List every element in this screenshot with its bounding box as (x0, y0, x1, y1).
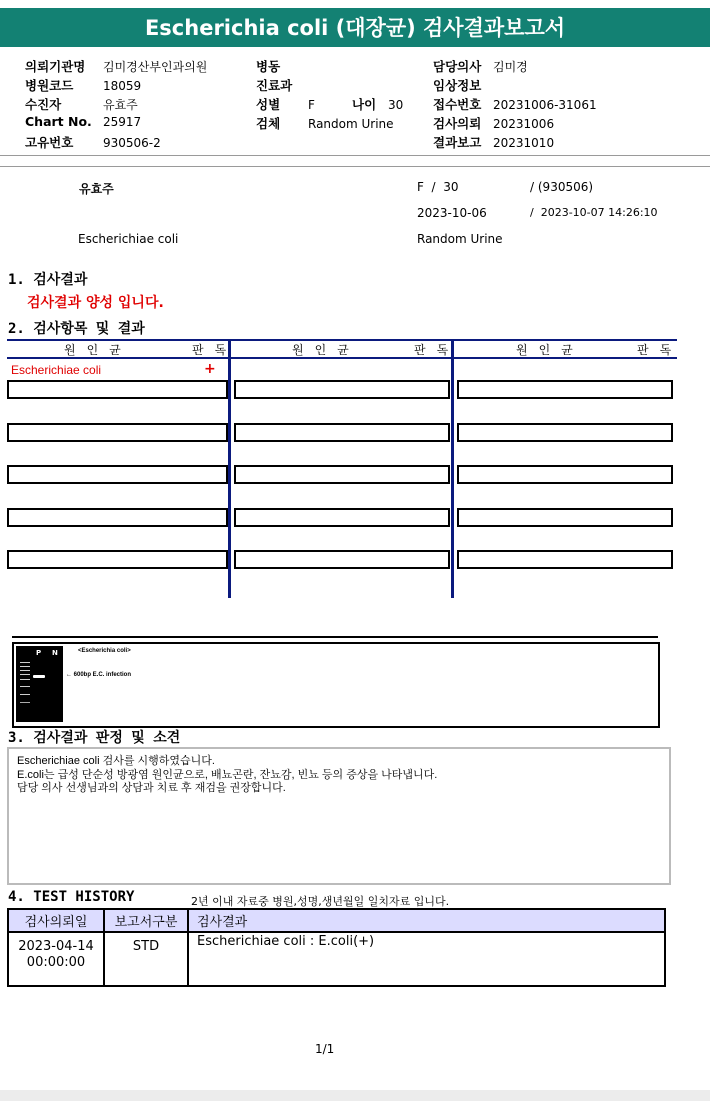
result-cell (457, 550, 673, 569)
header-value: F (308, 98, 315, 112)
header-value: 20231006 (493, 117, 555, 131)
history-time: 00:00:00 (26, 955, 86, 970)
history-result: Escherichiae coli : E.coli(+) (188, 932, 665, 986)
patient-sex: F (417, 180, 424, 194)
section4-title: 4. TEST HISTORY (8, 889, 135, 905)
header-label: 검체 (256, 116, 281, 131)
section2-title: 2. 검사항목 및 결과 (8, 321, 145, 337)
positive-band (33, 675, 45, 678)
header-value: 김미경 (493, 60, 528, 74)
opinion-box (7, 747, 671, 885)
header-label: 병원코드 (25, 78, 74, 93)
header-label: 성별 (256, 97, 281, 112)
header-value: 20231010 (493, 136, 555, 150)
header-value: 20231006-31061 (493, 98, 597, 112)
age-label: 나이 (352, 97, 377, 112)
result-cell (7, 423, 228, 442)
ladder-band (20, 679, 30, 680)
result-cell (7, 380, 228, 399)
header-value: 김미경산부인과의원 (103, 60, 208, 74)
result-item-name: Escherichiae coli (11, 363, 102, 377)
page-number: 1/1 (315, 1042, 335, 1056)
ladder-band (20, 686, 30, 687)
report-datetime: 2023-10-07 14:26:10 (540, 206, 658, 219)
test-name: Escherichiae coli (78, 232, 179, 246)
lane-n-label: N (52, 649, 58, 657)
patient-name: 유효주 (79, 182, 114, 196)
opinion-text (17, 755, 437, 796)
separator: / (530, 206, 534, 219)
header-col3 (433, 57, 597, 152)
gel-image (16, 646, 63, 722)
result-cell (457, 508, 673, 527)
receipt-date: 2023-10-06 (417, 206, 487, 220)
history-date-cell (8, 932, 104, 986)
ladder-band (20, 694, 30, 695)
ladder-band (20, 666, 30, 667)
opinion-line: 담당 의사 선생님과의 상담과 치료 후 재검을 권장합니다. (17, 782, 286, 794)
ladder-band (20, 670, 30, 671)
section3-title: 3. 검사결과 판정 및 소견 (8, 730, 181, 746)
header-label: 접수번호 (433, 97, 482, 112)
table-row (8, 932, 665, 986)
result-cell (7, 508, 228, 527)
header-label: Chart No. (25, 114, 92, 129)
header-label: 담당의사 (433, 59, 482, 74)
header-col2 (256, 57, 403, 133)
age-value: 30 (388, 98, 404, 112)
result-cell (234, 508, 450, 527)
page-bottom-band (0, 1090, 710, 1101)
result-cell (7, 550, 228, 569)
header-divider (0, 155, 710, 156)
history-type: STD (104, 932, 188, 986)
header-label: 병동 (256, 59, 281, 74)
header-col1 (25, 57, 207, 152)
result-cell (457, 380, 673, 399)
report-title: Escherichia coli (대장균) 검사결과보고서 (0, 8, 710, 47)
band-label: 600bp E.C. infection (73, 672, 132, 678)
col-head-pathogen: 원인균 (292, 343, 360, 357)
column-divider (451, 339, 454, 598)
result-cell (7, 465, 228, 484)
history-header-row (8, 909, 665, 932)
header-divider (0, 166, 710, 167)
header-label: 수진자 (25, 97, 62, 112)
column-divider (228, 339, 231, 598)
patient-birth-wrap (530, 180, 593, 194)
positive-result: 검사결과 양성 입니다. (27, 295, 164, 311)
col-head-judge: 판독 (414, 343, 460, 357)
patient-age: 30 (443, 180, 459, 194)
result-cell (234, 380, 450, 399)
patient-demographics (417, 180, 459, 194)
col-head-pathogen: 원인균 (64, 343, 132, 357)
header-label: 결과보고 (433, 135, 482, 150)
ladder-band (20, 674, 30, 675)
section1-title: 1. 검사결과 (8, 272, 88, 288)
gel-caption: <Escherichia coli> (78, 648, 131, 654)
header-label: 고유번호 (25, 135, 74, 150)
history-date: 2023-04-14 (18, 939, 94, 954)
history-header: 보고서구분 (104, 909, 188, 932)
report-datetime-wrap (530, 206, 658, 219)
result-cell (234, 550, 450, 569)
history-note: 2년 이내 자료중 병원,성명,생년월일 일치자료 입니다. (191, 895, 450, 908)
history-table (7, 908, 666, 987)
result-cell (457, 465, 673, 484)
result-item-judge: + (204, 361, 216, 377)
col-head-judge: 판독 (192, 343, 238, 357)
history-header: 검사의뢰일 (8, 909, 104, 932)
patient-birth: (930506) (537, 180, 594, 194)
header-label: 임상정보 (433, 78, 482, 93)
gel-panel (12, 642, 660, 728)
header-value: 유효주 (103, 98, 138, 112)
specimen: Random Urine (417, 232, 503, 246)
result-cell (234, 465, 450, 484)
arrow-left-icon: ← (66, 672, 72, 678)
separator: / (431, 180, 436, 194)
separator: / (530, 180, 535, 194)
opinion-line: E.coli는 급성 단순성 방광염 원인균으로, 배뇨곤란, 잔뇨감, 빈뇨 등의 증상을 나타냅니다. (17, 768, 438, 781)
header-label: 검사의뢰 (433, 116, 482, 131)
header-value: 25917 (103, 115, 142, 129)
ladder-band (20, 702, 30, 703)
header-label: 의뢰기관명 (25, 59, 86, 74)
col-head-judge: 판독 (637, 343, 683, 357)
lane-p-label: P (36, 649, 42, 657)
opinion-line: Escherichiae coli 검사를 시행하였습니다. (17, 755, 215, 767)
result-cell (234, 423, 450, 442)
gel-top-rule (12, 636, 658, 638)
col-head-pathogen: 원인균 (516, 343, 584, 357)
band-annotation (66, 672, 131, 678)
ladder-band (20, 662, 30, 663)
history-header: 검사결과 (188, 909, 665, 932)
result-cell (457, 423, 673, 442)
header-value: 930506-2 (103, 136, 161, 150)
header-value: Random Urine (308, 117, 394, 131)
header-label: 진료과 (256, 78, 293, 93)
header-value: 18059 (103, 79, 142, 93)
